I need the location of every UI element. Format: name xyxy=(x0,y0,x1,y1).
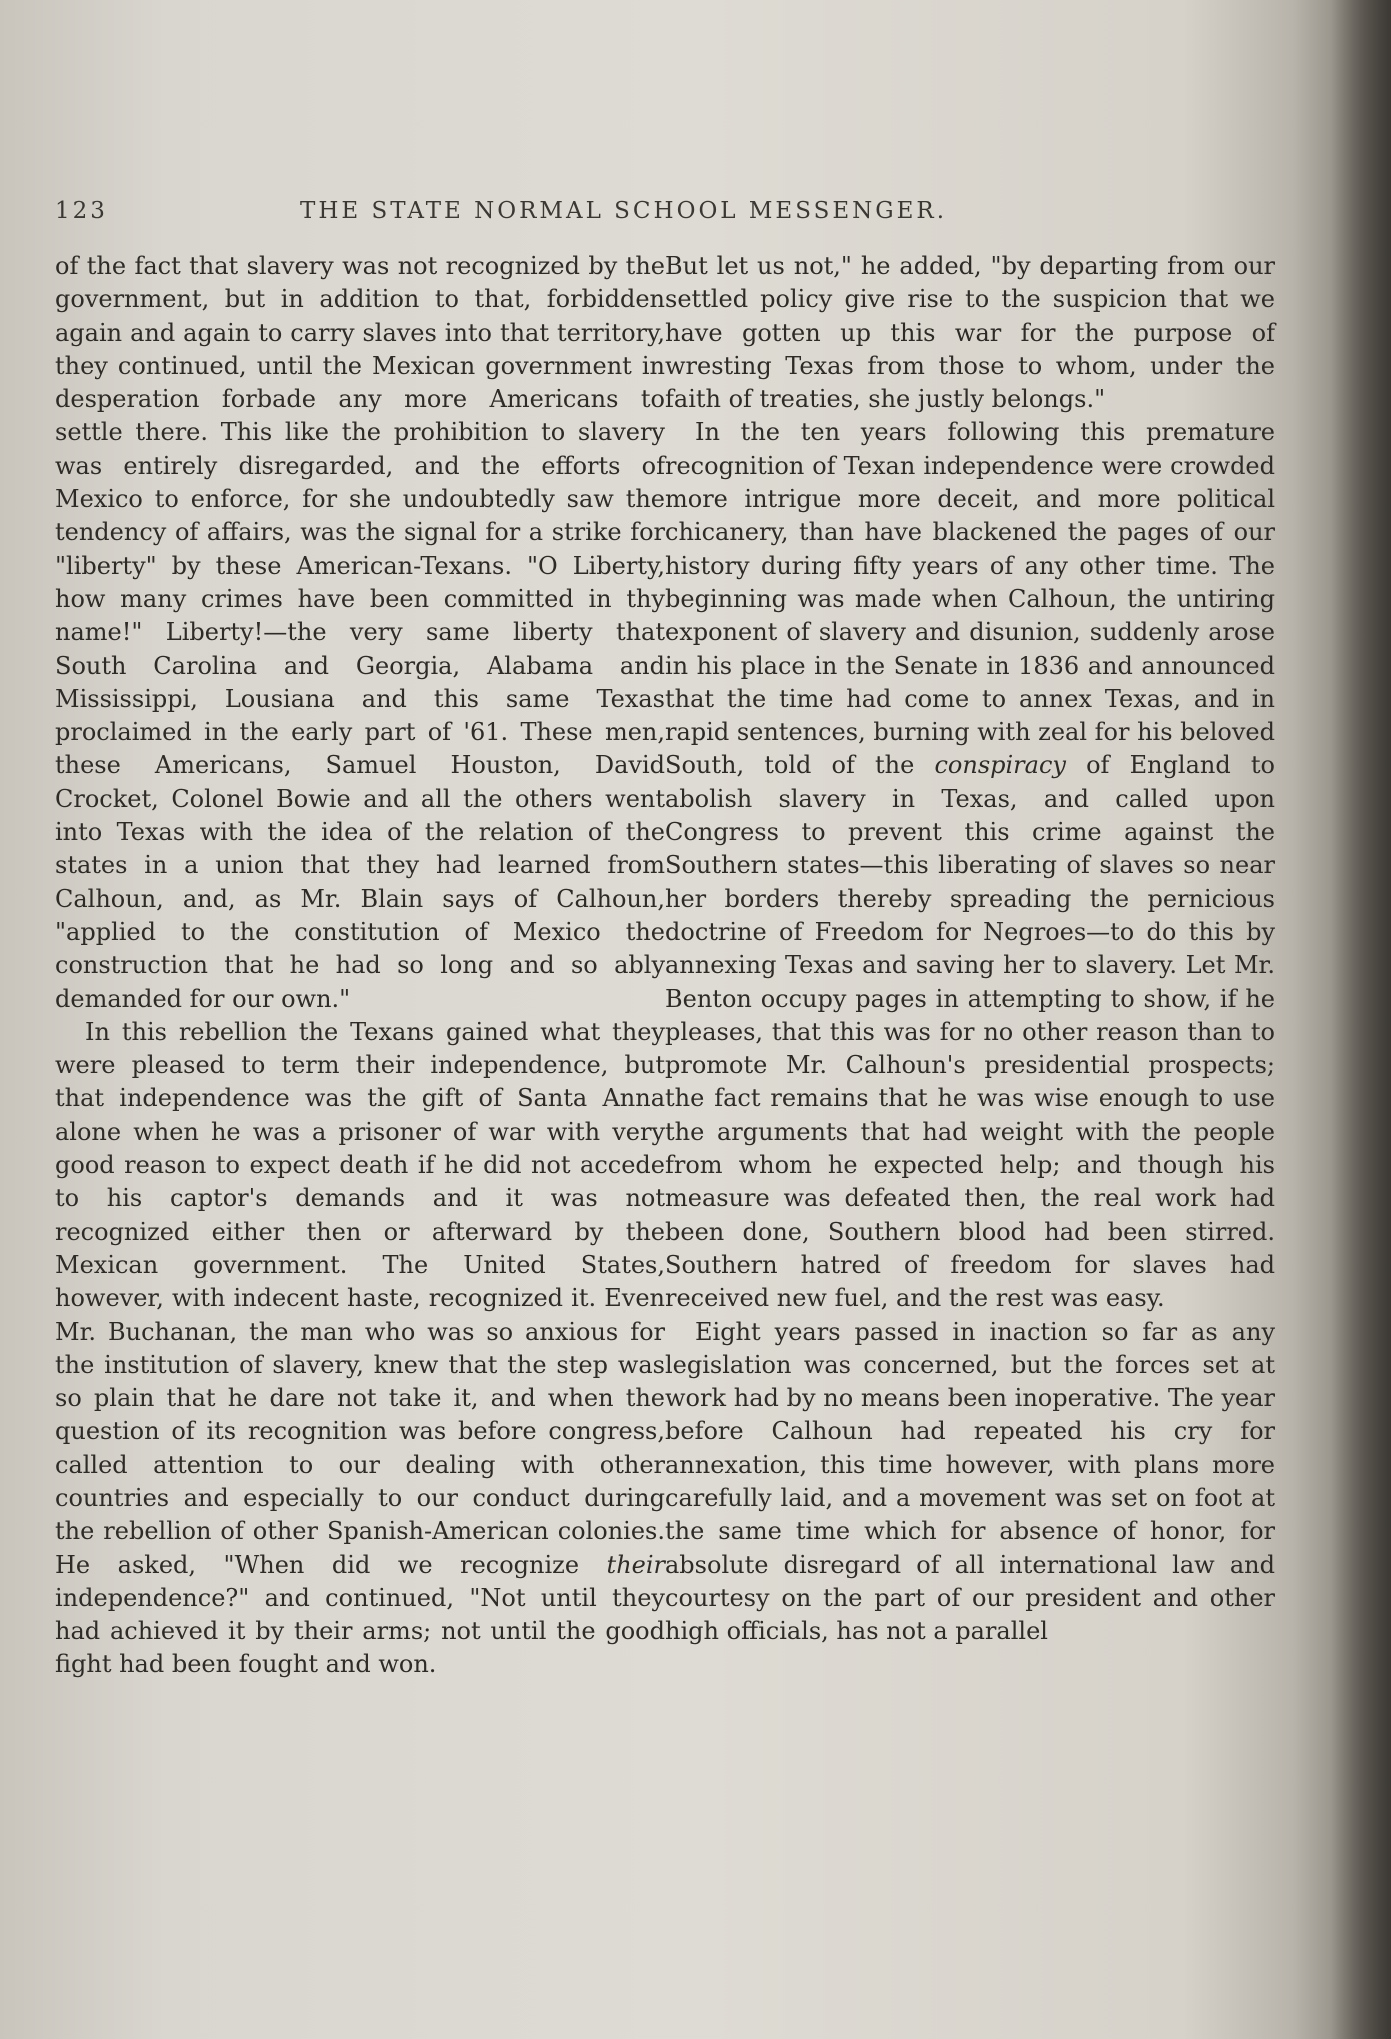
right-paragraph-2: In the ten years following this premature recognition of Texan independence were crowded more intrigue more deceit, and more political chicanery, than have blackened the pages of our history during fifty years of any other time. The beginning was made when Calhoun, the untiring exponent of slavery and disunion, suddenly arose in his place in the Senate in 1836 and announced that the time had come to annex Texas, and in rapid sentences, burning with zeal for his beloved South, told of the conspiracy of England to abolish slavery in Texas, and called upon Congress to prevent this crime against the Southern states—this liberating of slaves so near her borders thereby spreading the pernicious doctrine of Freedom for Negroes—to do this by annexing Texas and saving her to slavery. Let Mr. Benton occupy pages in attempting to show, if he pleases, that this was for no other reason than to promote Mr. Calhoun's presidential prospects; the fact remains that he was wise enough to use the arguments that had weight with the people from whom he expected help; and though his measure was defeated then, the real work had been done, Southern blood had been stirred. Southern hatred of freedom for slaves had received new fuel, and the rest was easy. xyxy=(665,418,1275,1313)
running-head: THE STATE NORMAL SCHOOL MESSENGER. xyxy=(300,198,948,224)
right-paragraph-3: Eight years passed in inaction so far as any legislation was concerned, but the forces set at work had by no means been inoperative. The year before Calhoun had repeated his cry for annexation, this time however, with plans more carefully laid, and a movement was set on foot at the same time which for absence of honor, for absolute disregard of all international law and courtesy on the part of our president and other high officials, has not a parallel xyxy=(665,1317,1275,1646)
page-spine-shadow xyxy=(1331,0,1391,2039)
emphasis-their: their xyxy=(606,1550,665,1579)
right-column xyxy=(665,250,1275,1648)
right-paragraph-1: But let us not," he added, "by departing from our settled policy give rise to the suspicion that we have gotten up this war for the purpose of wresting Texas from those to whom, under the faith of treaties, she justly belongs." xyxy=(665,252,1275,414)
emphasis-conspiracy: conspiracy xyxy=(934,751,1066,780)
left-paragraph-1: of the fact that slavery was not recognized by the government, but in addition to that, forbidden again and again to carry slaves into that territory, they continued, until the Mexican government in desperation forbade any more Americans to settle there. This like the prohibition to slavery was entirely disregarded, and the efforts of Mexico to enforce, for she undoubtedly saw the tendency of affairs, was the signal for a strike for "liberty" by these American-Texans. "O Liberty, how many crimes have been committed in thy name!" Liberty!—the very same liberty that South Carolina and Georgia, Alabama and Mississippi, Lousiana and this same Texas proclaimed in the early part of '61. These men, these Americans, Samuel Houston, David Crocket, Colonel Bowie and all the others went into Texas with the idea of the relation of the states in a union that they had learned from Calhoun, and, as Mr. Blain says of Calhoun, "applied to the constitution of Mexico the construction that he had so long and so ably demanded for our own." xyxy=(55,252,665,1013)
left-paragraph-2: In this rebellion the Texans gained what they were pleased to term their independence, but that independence was the gift of Santa Anna alone when he was a prisoner of war with very good reason to expect death if he did not accede to his captor's demands and it was not recognized either then or afterward by the Mexican government. The United States, however, with indecent haste, recognized it. Even Mr. Buchanan, the man who was so anxious for the institution of slavery, knew that the step was so plain that he dare not take it, and when the question of its recognition was before congress, called attention to our dealing with other countries and especially to our conduct during the rebellion of other Spanish-American colonies. He asked, "When did we recognize their independence?" and continued, "Not until they had achieved it by their arms; not until the good fight had been fought and won. xyxy=(55,1017,665,1679)
left-column xyxy=(55,250,665,1682)
page-header xyxy=(55,198,1245,228)
page-number: 123 xyxy=(55,198,108,224)
